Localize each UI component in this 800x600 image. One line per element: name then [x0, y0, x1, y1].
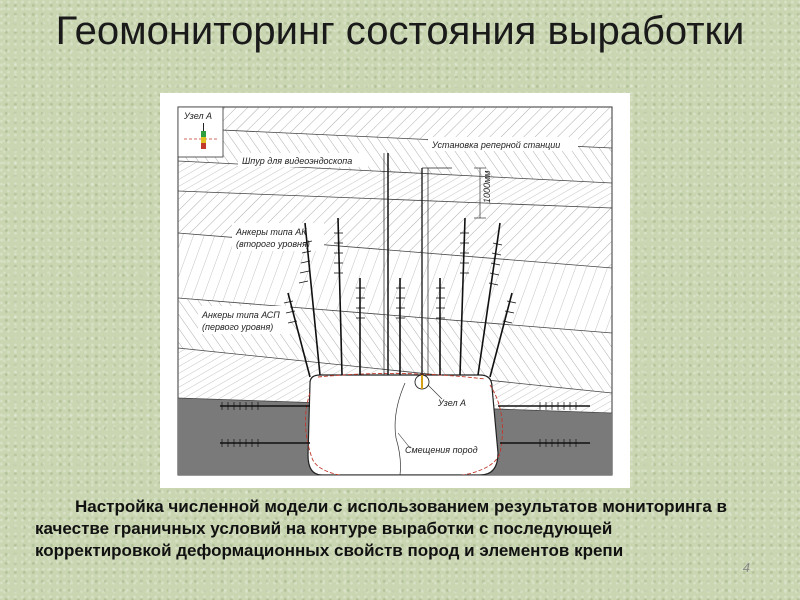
anchors-ak-label: Анкеры типа АК — [236, 227, 307, 237]
anchors-ak-level-label: (второго уровня) — [236, 239, 310, 249]
caption-text: Настройка численной модели с использованием результатов мониторинга в качестве граничных условий на контуре выработки с последующей корректировкой деформационных свойств пород и элементов крепи — [35, 497, 727, 560]
slide-caption — [35, 496, 735, 562]
indicator-yellow — [201, 137, 206, 143]
borehole-label: Шпур для видеоэндоскопа — [242, 156, 353, 166]
dimension-label: 1000мм — [482, 170, 492, 203]
indicator-red — [201, 143, 206, 149]
node-a-inset-label: Узел А — [184, 111, 213, 121]
mine-working-diagram — [160, 93, 630, 488]
mine-working — [308, 375, 498, 475]
page-number: 4 — [742, 560, 750, 575]
rock-displacement-label: Смещения пород — [405, 445, 478, 455]
slide-title: Геомониторинг состояния выработки — [55, 9, 745, 53]
anchors-asp-level-label: (первого уровня) — [202, 322, 274, 332]
reference-station-label: Установка реперной станции — [432, 140, 561, 150]
indicator-green — [201, 131, 206, 137]
node-a-label: Узел А — [438, 398, 467, 408]
anchors-asp-label: Анкеры типа АСП — [202, 310, 280, 320]
diagram-svg — [160, 93, 630, 488]
